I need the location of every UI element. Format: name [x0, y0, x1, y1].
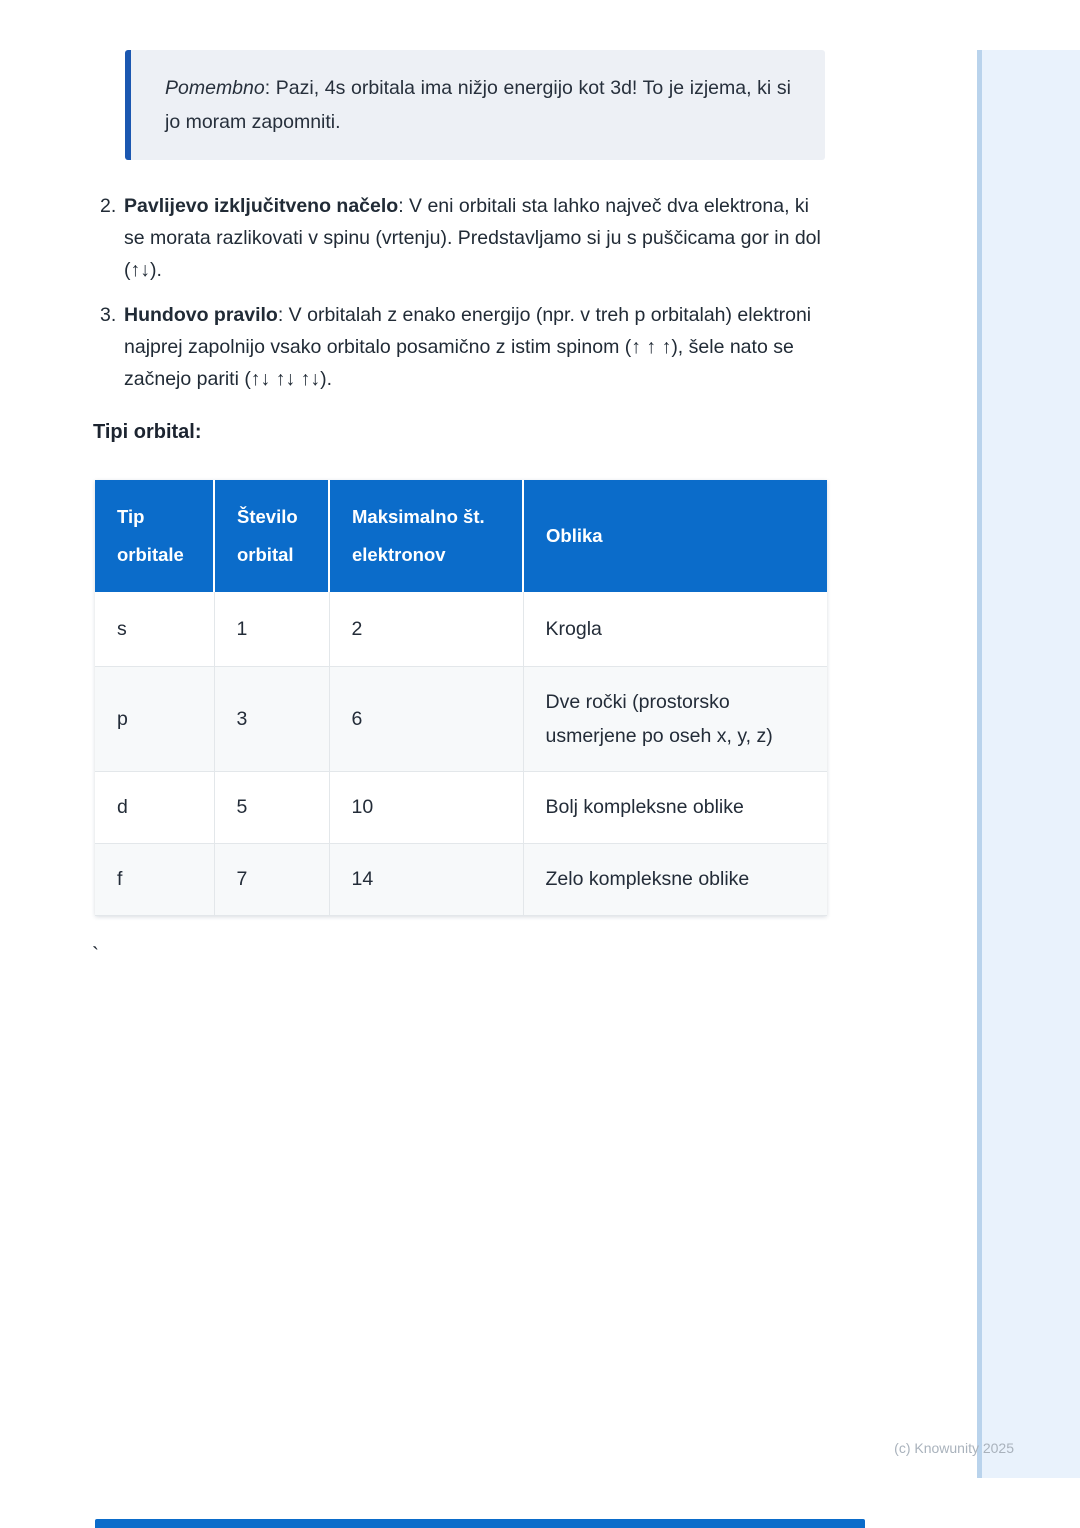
list-item-number: 2. [100, 195, 117, 217]
list-item-text: : V orbitalah z enako energijo (npr. v treh p orbitalah) elektroni najprej zapolnijo vsako orbitalo posamično z istim spinom (↑ ↑ ↑), šele nato se začnejo pariti (↑↓ ↑↓ ↑↓). [124, 304, 812, 390]
column-header-max-electrons: Maksimalno št. elektronov [329, 480, 523, 592]
list-item-title: Hundovo pravilo [124, 304, 278, 326]
cell-shape: Krogla [523, 592, 827, 666]
cell-shape: Dve ročki (prostorsko usmerjene po oseh x, y, z) [523, 666, 827, 771]
list-item-pauli [100, 190, 830, 286]
next-page-side-panel [977, 50, 1080, 1478]
table-row [95, 771, 827, 843]
cell-orbital-type: f [95, 843, 214, 915]
cell-orbital-count: 7 [214, 843, 329, 915]
list-item-body [124, 190, 830, 286]
cell-orbital-count: 5 [214, 771, 329, 843]
list-item-hund [100, 299, 830, 395]
important-callout [125, 50, 825, 160]
column-header-orbital-type: Tip orbitale [95, 480, 214, 592]
cell-orbital-type: d [95, 771, 214, 843]
callout-text: : Pazi, 4s orbitala ima nižjo energijo kot 3d! To je izjema, ki si jo moram zapomniti. [165, 77, 791, 133]
rules-numbered-list [100, 190, 830, 408]
cell-shape: Bolj kompleksne oblike [523, 771, 827, 843]
list-item-number: 3. [100, 304, 117, 326]
cell-max-electrons: 14 [329, 843, 523, 915]
column-header-shape: Oblika [523, 480, 827, 592]
next-table-header-sliver [95, 1519, 865, 1528]
table-row [95, 666, 827, 771]
table-row [95, 843, 827, 915]
cell-orbital-type: p [95, 666, 214, 771]
orbital-types-table [95, 480, 827, 916]
table-header-row [95, 480, 827, 592]
cell-shape: Zelo kompleksne oblike [523, 843, 827, 915]
column-header-orbital-count: Število orbital [214, 480, 329, 592]
callout-lead-word: Pomembno [165, 77, 265, 99]
section-heading-orbital-types: Tipi orbital: [93, 421, 202, 443]
list-item-body [124, 299, 830, 395]
cell-max-electrons: 6 [329, 666, 523, 771]
list-item-title: Pavlijevo izključitveno načelo [124, 195, 399, 217]
cell-orbital-count: 1 [214, 592, 329, 666]
list-item-text: : V eni orbitali sta lahko največ dva elektrona, ki se morata razlikovati v spinu (vrtenju). Predstavljamo si ju s puščicama gor in dol (↑↓). [124, 195, 821, 281]
cell-orbital-count: 3 [214, 666, 329, 771]
stray-backtick-mark: ` [92, 944, 99, 967]
table-row [95, 592, 827, 666]
cell-max-electrons: 10 [329, 771, 523, 843]
cell-max-electrons: 2 [329, 592, 523, 666]
copyright-watermark: (c) Knowunity 2025 [894, 1440, 1014, 1456]
cell-orbital-type: s [95, 592, 214, 666]
